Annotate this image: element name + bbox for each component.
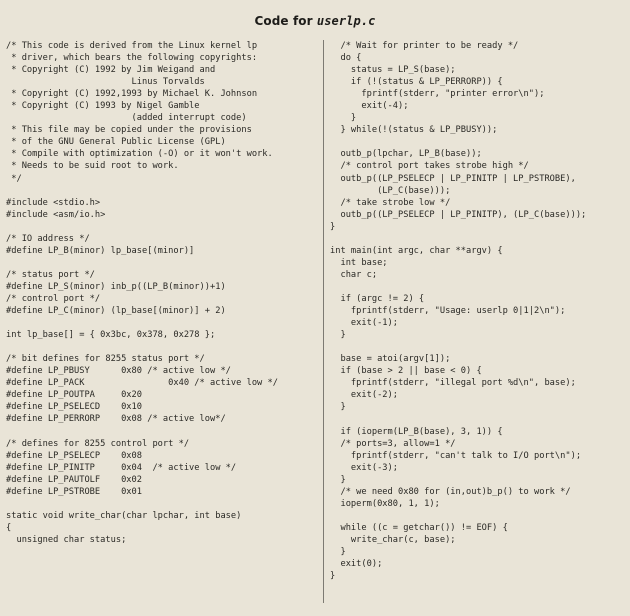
code-line: fprintf(stderr, "illegal port %d\n", base); <box>330 378 576 389</box>
code-line: * Needs to be suid root to work. <box>6 161 179 172</box>
code-line <box>6 317 278 329</box>
code-line: (LP_C(base))); <box>330 185 451 196</box>
code-line: /* status port */ <box>6 269 95 280</box>
code-line: char c; <box>330 269 378 280</box>
code-line: /* This code is derived from the Linux kernel lp <box>6 41 258 51</box>
title-prefix: Code for <box>254 14 317 28</box>
code-line: outb_p((LP_PSELECP | LP_PINITP | LP_PSTROBE), <box>330 173 576 184</box>
code-line <box>330 341 586 353</box>
code-line: exit(-1); <box>330 318 398 329</box>
code-line: */ <box>6 173 22 184</box>
code-line: } <box>330 546 346 557</box>
code-line: Linus Torvalds <box>6 77 205 88</box>
code-line: } while(!(status & LP_PBUSY)); <box>330 125 498 136</box>
code-line: } <box>330 221 336 232</box>
code-line: if (!(status & LP_PERRORP)) { <box>330 77 503 88</box>
code-line: int base; <box>330 257 388 268</box>
code-line: outb_p(lpchar, LP_B(base)); <box>330 149 482 160</box>
code-line: if (base > 2 || base < 0) { <box>330 366 482 377</box>
code-line: * Copyright (C) 1993 by Nigel Gamble <box>6 101 200 112</box>
code-line: } <box>330 474 346 485</box>
code-line: /* Wait for printer to be ready */ <box>330 41 519 51</box>
code-line <box>6 221 278 233</box>
code-line: { <box>6 522 12 533</box>
code-line: outb_p((LP_PSELECP | LP_PINITP), (LP_C(base))); <box>330 209 587 220</box>
code-line: static void write_char(char lpchar, int base) <box>6 510 242 521</box>
code-line: #include <asm/io.h> <box>6 209 106 220</box>
column-divider <box>323 40 324 603</box>
code-line: /* take strobe low */ <box>330 197 451 208</box>
code-line: } <box>330 330 346 341</box>
code-line <box>6 426 278 438</box>
code-line: } <box>330 402 346 413</box>
page-title <box>0 14 630 28</box>
code-line: /* defines for 8255 control port */ <box>6 438 190 449</box>
code-line: #define LP_PBUSY 0x80 /* active low */ <box>6 366 231 377</box>
title-filename: userlp.c <box>316 14 376 28</box>
code-line: exit(-2); <box>330 390 398 401</box>
code-line: * Copyright (C) 1992 by Jim Weigand and <box>6 65 216 76</box>
code-line: unsigned char status; <box>6 534 127 545</box>
code-line: } <box>330 113 357 124</box>
code-line: (added interrupt code) <box>6 113 247 124</box>
code-line: fprintf(stderr, "printer error\n"); <box>330 89 545 100</box>
code-column-right <box>330 40 586 582</box>
code-line: /* IO address */ <box>6 233 90 244</box>
code-line: status = LP_S(base); <box>330 65 456 76</box>
code-line: #define LP_PERRORP 0x08 /* active low*/ <box>6 414 226 425</box>
code-line: if (argc != 2) { <box>330 293 425 304</box>
code-line: #define LP_PINITP 0x04 /* active low */ <box>6 462 237 473</box>
code-line <box>6 185 278 197</box>
code-line: ioperm(0x80, 1, 1); <box>330 498 440 509</box>
code-line: int main(int argc, char **argv) { <box>330 245 503 256</box>
code-line: while ((c = getchar()) != EOF) { <box>330 522 508 533</box>
code-line: * of the GNU General Public License (GPL) <box>6 137 226 148</box>
code-line <box>330 281 586 293</box>
code-line: } <box>330 571 336 582</box>
code-line: #define LP_PSELECD 0x10 <box>6 402 142 413</box>
code-line: if (ioperm(LP_B(base), 3, 1)) { <box>330 426 503 437</box>
code-line <box>330 413 586 425</box>
code-line: exit(-3); <box>330 462 398 473</box>
code-line: #define LP_B(minor) lp_base[(minor)] <box>6 245 195 256</box>
code-line: exit(0); <box>330 559 383 570</box>
code-line: exit(-4); <box>330 101 409 112</box>
code-line: #define LP_PSELECP 0x08 <box>6 450 142 461</box>
code-line: write_char(c, base); <box>330 534 456 545</box>
code-line: do { <box>330 53 362 64</box>
code-line: #include <stdio.h> <box>6 197 101 208</box>
code-line: * Copyright (C) 1992,1993 by Michael K. Johnson <box>6 89 258 100</box>
code-line <box>330 510 586 522</box>
code-line <box>6 498 278 510</box>
code-line: fprintf(stderr, "Usage: userlp 0|1|2\n"); <box>330 306 566 317</box>
code-line: /* control port takes strobe high */ <box>330 161 529 172</box>
code-line: #define LP_S(minor) inb_p((LP_B(minor))+1) <box>6 281 226 292</box>
code-line: base = atoi(argv[1]); <box>330 354 451 365</box>
code-line <box>330 136 586 148</box>
code-line <box>6 341 278 353</box>
code-column-left <box>6 40 278 546</box>
code-line <box>6 257 278 269</box>
code-line: #define LP_POUTPA 0x20 <box>6 390 142 401</box>
code-line: #define LP_PAUTOLF 0x02 <box>6 474 142 485</box>
code-line: #define LP_C(minor) (lp_base[(minor)] + 2) <box>6 306 226 317</box>
code-line: #define LP_PACK 0x40 /* active low */ <box>6 378 278 389</box>
code-line: /* we need 0x80 for (in,out)b_p() to work */ <box>330 486 571 497</box>
code-line: fprintf(stderr, "can't talk to I/O port\n"); <box>330 450 582 461</box>
code-line: * Compile with optimization (-O) or it won't work. <box>6 149 273 160</box>
code-line: #define LP_PSTROBE 0x01 <box>6 486 142 497</box>
code-line: /* bit defines for 8255 status port */ <box>6 354 205 365</box>
code-line: * driver, which bears the following copyrights: <box>6 53 258 64</box>
code-line: /* control port */ <box>6 293 101 304</box>
code-line <box>330 233 586 245</box>
code-line: * This file may be copied under the provisions <box>6 125 252 136</box>
code-line: int lp_base[] = { 0x3bc, 0x378, 0x278 }; <box>6 330 216 341</box>
code-line: /* ports=3, allow=1 */ <box>330 438 456 449</box>
